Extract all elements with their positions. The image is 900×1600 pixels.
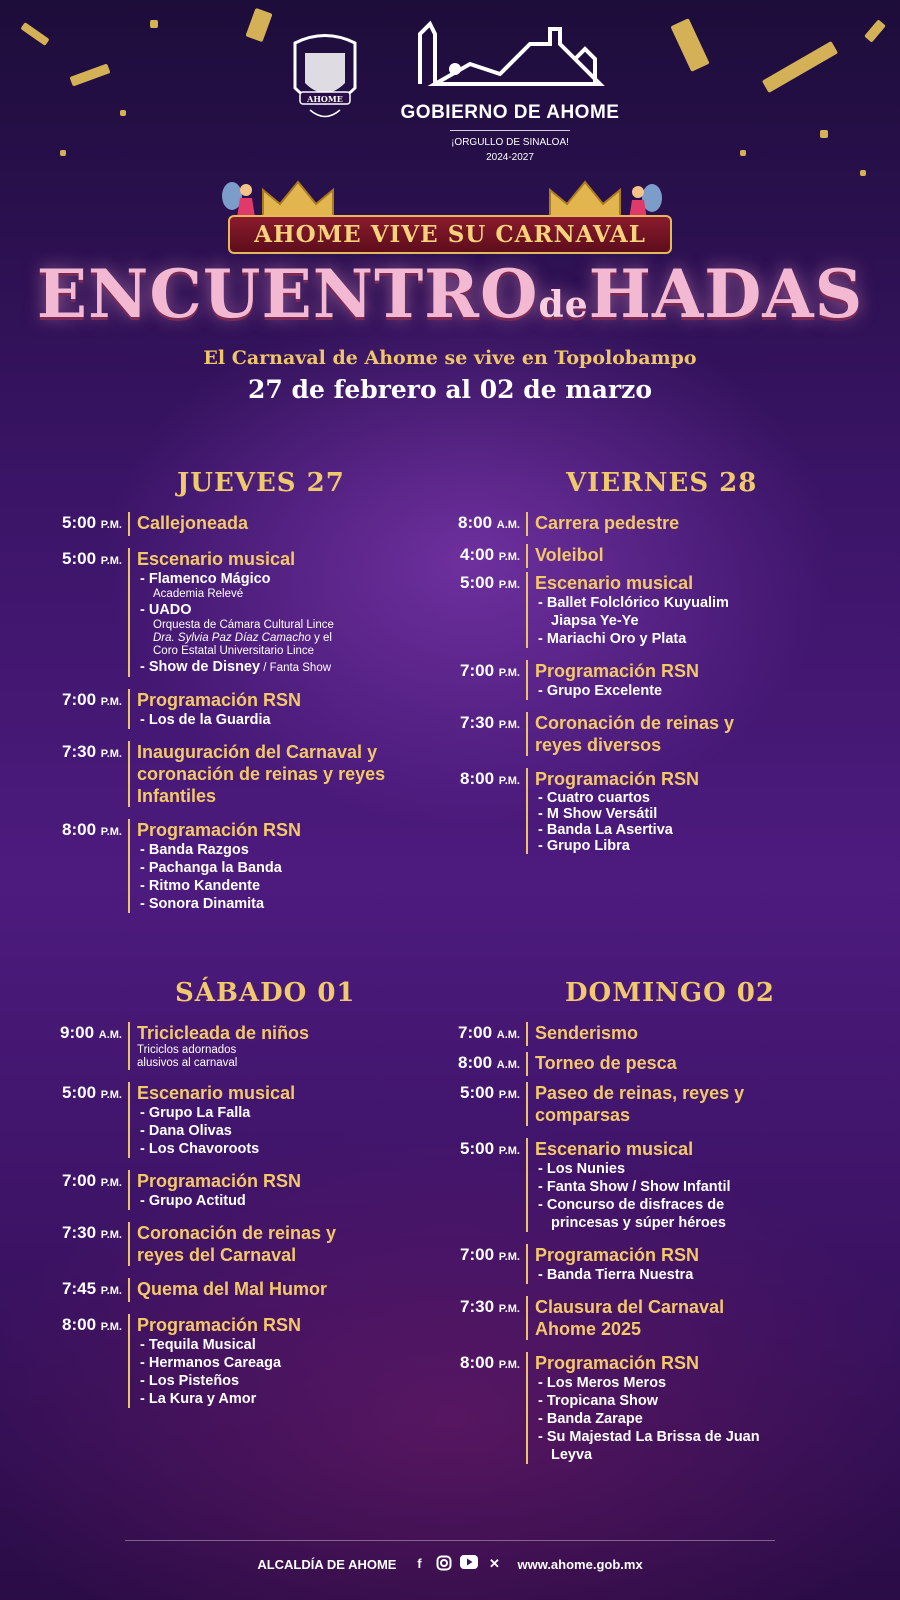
divider (125, 1540, 775, 1541)
sub-item: - Los Chavoroots (137, 1140, 462, 1158)
carnival-banner: AHOME VIVE SU CARNAVAL (228, 215, 672, 254)
day-title: SÁBADO 01 (175, 978, 356, 1008)
sub-item: - Los de la Guardia (137, 711, 462, 729)
event-time: 7:00 P.M. (460, 1245, 520, 1264)
sub-note: Dra. Sylvia Paz Díaz Camacho y el (153, 632, 332, 644)
event-time: 7:00 P.M. (62, 690, 122, 709)
event-item (440, 1352, 860, 1464)
day-title: JUEVES 27 (177, 468, 345, 498)
event-item (440, 1138, 860, 1232)
event-title: Carrera pedestre (535, 513, 680, 533)
sub-item: - Grupo Libra (535, 838, 860, 854)
event-time: 8:00 A.M. (458, 1053, 520, 1072)
event-time: 5:00 P.M. (62, 549, 122, 568)
sub-note: Coro Estatal Universitario Lince (153, 645, 315, 657)
event-item (42, 1278, 462, 1302)
sub-item: - Banda La Asertiva (535, 822, 860, 838)
event-time: 5:00 P.M. (460, 573, 520, 592)
footer (0, 1540, 900, 1573)
event-item (42, 1222, 462, 1266)
sub-note: Orquesta de Cámara Cultural Lince (153, 619, 334, 631)
event-time: 5:00 P.M. (62, 1083, 122, 1102)
sub-item: - UADO (137, 601, 462, 619)
event-time: 7:00 P.M. (62, 1171, 122, 1190)
event-title: Programación RSN (137, 1171, 302, 1191)
sub-item: - Show de Disney / Fanta Show (137, 658, 462, 677)
event-time: 7:30 P.M. (62, 1223, 122, 1242)
event-title: Programación RSN (137, 820, 302, 840)
shield-label: AHOME (307, 94, 343, 104)
website-link[interactable]: www.ahome.gob.mx (517, 1556, 643, 1572)
sub-item: - Los Nunies (535, 1160, 860, 1178)
sub-item: - Su Majestad La Brissa de Juan Leyva (535, 1428, 761, 1464)
event-time: 8:00 P.M. (460, 769, 520, 788)
event-title (0, 256, 900, 343)
ahome-shield-logo (280, 28, 370, 128)
event-time: 8:00 P.M. (62, 1315, 122, 1334)
event-item (440, 572, 860, 648)
event-title: Torneo de pesca (535, 1053, 677, 1073)
event-item (42, 741, 462, 807)
event-item (440, 1022, 860, 1046)
instagram-icon[interactable] (435, 1555, 453, 1573)
event-item (42, 819, 462, 913)
event-title: Programación RSN (535, 1245, 700, 1265)
x-icon[interactable]: ✕ (489, 1556, 500, 1571)
event-time: 8:00 P.M. (62, 820, 122, 839)
day-title: VIERNES 28 (566, 468, 758, 498)
event-time: 8:00 A.M. (458, 513, 520, 532)
sub-item: - Banda Razgos (137, 841, 462, 859)
event-dates: 27 de febrero al 02 de marzo (247, 375, 653, 404)
event-item (440, 1082, 860, 1126)
divider (450, 130, 570, 131)
event-time: 7:30 P.M. (460, 1297, 520, 1316)
sub-item: - Hermanos Careaga (137, 1354, 462, 1372)
city-skyline-icon (410, 14, 610, 94)
event-title: Coronación de reinas y reyes del Carnaval (137, 1223, 337, 1265)
event-title: Escenario musical (137, 1083, 296, 1103)
title-left: ENCUENTRO (36, 255, 539, 333)
sub-item: - Tequila Musical (137, 1336, 462, 1354)
event-title: Programación RSN (137, 1315, 302, 1335)
event-title: Programación RSN (535, 1353, 700, 1373)
event-title: Clausura del Carnaval Ahome 2025 (535, 1297, 725, 1339)
event-time: 7:30 P.M. (460, 713, 520, 732)
event-title: Inauguración del Carnaval y coronación de reinas y reyes Infantiles (137, 742, 386, 806)
hero (0, 175, 900, 404)
event-time: 8:00 P.M. (460, 1353, 520, 1372)
sub-item: - M Show Versátil (535, 806, 860, 822)
sub-item: - Fanta Show / Show Infantil (535, 1178, 860, 1196)
event-time: 4:00 P.M. (460, 545, 520, 564)
event-item (42, 689, 462, 729)
gov-period: 2024-2027 (486, 152, 534, 163)
event-title: Escenario musical (535, 573, 694, 593)
event-item (440, 1244, 860, 1284)
title-right: HADAS (588, 255, 864, 333)
event-title: Tricicleada de niños (137, 1023, 310, 1043)
facebook-icon[interactable]: f (417, 1556, 422, 1571)
day-title: DOMINGO 02 (565, 978, 775, 1008)
event-title: Coronación de reinas y reyes diversos (535, 713, 735, 755)
event-item (440, 544, 860, 568)
event-title: Programación RSN (535, 769, 700, 789)
day-sabado (42, 978, 462, 1420)
gov-name: GOBIERNO DE AHOME (400, 102, 620, 123)
sub-item: - Pachanga la Banda (137, 859, 462, 877)
event-time: 5:00 P.M. (460, 1083, 520, 1102)
event-title: Senderismo (535, 1023, 639, 1043)
event-time: 9:00 A.M. (60, 1023, 122, 1042)
header (0, 0, 900, 180)
event-item (42, 1022, 462, 1070)
sub-item: - Los Pisteños (137, 1372, 462, 1390)
sub-item: - La Kura y Amor (137, 1390, 462, 1408)
sub-item: - Ritmo Kandente (137, 877, 462, 895)
footer-org: ALCALDÍA DE AHOME (257, 1556, 397, 1572)
sub-item: - Sonora Dinamita (137, 895, 462, 913)
event-time: 7:45 P.M. (62, 1279, 122, 1298)
day-domingo (440, 978, 860, 1476)
event-item (42, 1082, 462, 1158)
gov-slogan: ¡ORGULLO DE SINALOA! (451, 137, 569, 148)
event-note: Triciclos adornados (137, 1044, 237, 1056)
event-item (42, 1170, 462, 1210)
sub-item: - Dana Olivas (137, 1122, 462, 1140)
sub-item: - Ballet Folclórico Kuyualim Jiapsa Ye-Ye (535, 594, 761, 630)
event-item (440, 712, 860, 756)
event-time: 7:00 A.M. (458, 1023, 520, 1042)
youtube-icon[interactable] (460, 1555, 478, 1573)
event-title: Escenario musical (535, 1139, 694, 1159)
event-title: Callejoneada (137, 513, 249, 533)
sub-item: - Grupo La Falla (137, 1104, 462, 1122)
sub-item: - Grupo Excelente (535, 682, 860, 700)
event-time: 5:00 P.M. (62, 513, 122, 532)
government-logo (390, 14, 630, 165)
day-viernes (440, 468, 860, 866)
event-title: Paseo de reinas, reyes y comparsas (535, 1083, 745, 1125)
sub-item: - Banda Tierra Nuestra (535, 1266, 860, 1284)
event-title: Quema del Mal Humor (137, 1279, 328, 1299)
event-item (42, 548, 462, 677)
event-time: 7:30 P.M. (62, 742, 122, 761)
event-item (42, 1314, 462, 1408)
sub-item: - Concurso de disfraces de princesas y súper héroes (535, 1196, 791, 1232)
event-item (440, 512, 860, 536)
title-mid: de (538, 284, 589, 326)
event-item (440, 660, 860, 700)
event-item (440, 1296, 860, 1340)
event-note: alusivos al carnaval (137, 1057, 238, 1069)
sub-item: - Los Meros Meros (535, 1374, 860, 1392)
sub-note: Academia Relevé (153, 588, 244, 600)
event-item (42, 512, 462, 536)
day-jueves (42, 468, 462, 925)
event-title: Programación RSN (137, 690, 302, 710)
sub-item: - Tropicana Show (535, 1392, 860, 1410)
event-title: Voleibol (535, 545, 604, 565)
sub-item: - Mariachi Oro y Plata (535, 630, 860, 648)
event-subtitle: El Carnaval de Ahome se vive en Topolobampo (203, 347, 697, 369)
event-title: Escenario musical (137, 549, 296, 569)
social-links (410, 1555, 503, 1573)
event-title: Programación RSN (535, 661, 700, 681)
sub-item: - Grupo Actitud (137, 1192, 462, 1210)
sub-item: - Flamenco Mágico (137, 570, 462, 588)
event-time: 5:00 P.M. (460, 1139, 520, 1158)
sub-item: - Cuatro cuartos (535, 790, 860, 806)
event-item (440, 768, 860, 854)
event-time: 7:00 P.M. (460, 661, 520, 680)
sub-item: - Banda Zarape (535, 1410, 860, 1428)
event-item (440, 1052, 860, 1076)
